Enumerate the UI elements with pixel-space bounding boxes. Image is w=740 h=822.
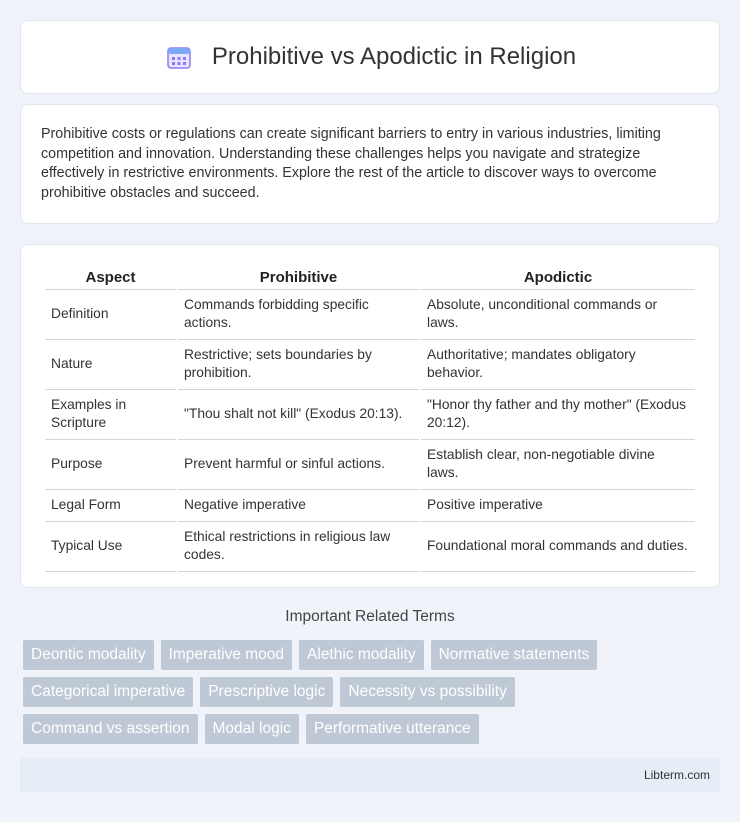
- tag-modal-logic[interactable]: Modal logic: [205, 714, 299, 744]
- tag-row: [23, 677, 723, 707]
- table-row: [45, 290, 695, 340]
- header-card: [20, 20, 720, 94]
- tag-necessity-vs-possibility[interactable]: Necessity vs possibility: [340, 677, 515, 707]
- table-cell: Establish clear, non-negotiable divine laws.: [421, 440, 695, 490]
- table-row: [45, 390, 695, 440]
- table-cell: Restrictive; sets boundaries by prohibition.: [178, 340, 419, 390]
- comparison-table: [43, 265, 697, 572]
- column-header: Apodictic: [421, 265, 695, 290]
- tag-imperative-mood[interactable]: Imperative mood: [161, 640, 292, 670]
- footer: [20, 758, 720, 792]
- page-title: Prohibitive vs Apodictic in Religion: [211, 43, 577, 70]
- table-cell: Commands forbidding specific actions.: [178, 290, 419, 340]
- table-cell: Definition: [45, 290, 176, 340]
- tag-categorical-imperative[interactable]: Categorical imperative: [23, 677, 193, 707]
- table-row: [45, 340, 695, 390]
- tag-row: [23, 640, 723, 670]
- tag-deontic-modality[interactable]: Deontic modality: [23, 640, 154, 670]
- column-header: Aspect: [45, 265, 176, 290]
- table-cell: Purpose: [45, 440, 176, 490]
- table-cell: "Thou shalt not kill" (Exodus 20:13).: [178, 390, 419, 440]
- table-cell: Examples in Scripture: [45, 390, 176, 440]
- related-terms-list: [23, 640, 723, 751]
- table-cell: Positive imperative: [421, 490, 695, 522]
- table-cell: Nature: [45, 340, 176, 390]
- intro-text: Prohibitive costs or regulations can create significant barriers to entry in various industries, limiting competition and innovation. Understanding these challenges helps you navigate and strategize effectively in restrictive environments. Explore the rest of the article to discover ways to overcome prohibitive obstacles and succeed.: [41, 126, 661, 201]
- tag-normative-statements[interactable]: Normative statements: [431, 640, 598, 670]
- tag-alethic-modality[interactable]: Alethic modality: [299, 640, 424, 670]
- related-terms-title: Important Related Terms: [285, 608, 455, 625]
- footer-brand-link[interactable]: Libterm.com: [643, 768, 710, 782]
- column-header: Prohibitive: [178, 265, 419, 290]
- table-cell: "Honor thy father and thy mother" (Exodus 20:12).: [421, 390, 695, 440]
- table-cell: Authoritative; mandates obligatory behavior.: [421, 340, 695, 390]
- intro-card: [20, 104, 720, 224]
- table-header-row: [45, 265, 695, 290]
- tag-row: [23, 714, 723, 744]
- table-cell: Ethical restrictions in religious law codes.: [178, 522, 419, 572]
- tag-prescriptive-logic[interactable]: Prescriptive logic: [200, 677, 333, 707]
- tag-performative-utterance[interactable]: Performative utterance: [306, 714, 479, 744]
- tag-command-vs-assertion[interactable]: Command vs assertion: [23, 714, 198, 744]
- table-row: [45, 440, 695, 490]
- table-row: [45, 490, 695, 522]
- table-cell: Negative imperative: [178, 490, 419, 522]
- table-row: [45, 522, 695, 572]
- calendar-icon: [164, 42, 194, 72]
- table-cell: Prevent harmful or sinful actions.: [178, 440, 419, 490]
- table-cell: Absolute, unconditional commands or laws.: [421, 290, 695, 340]
- comparison-table-card: [20, 244, 720, 588]
- table-cell: Typical Use: [45, 522, 176, 572]
- table-cell: Legal Form: [45, 490, 176, 522]
- table-cell: Foundational moral commands and duties.: [421, 522, 695, 572]
